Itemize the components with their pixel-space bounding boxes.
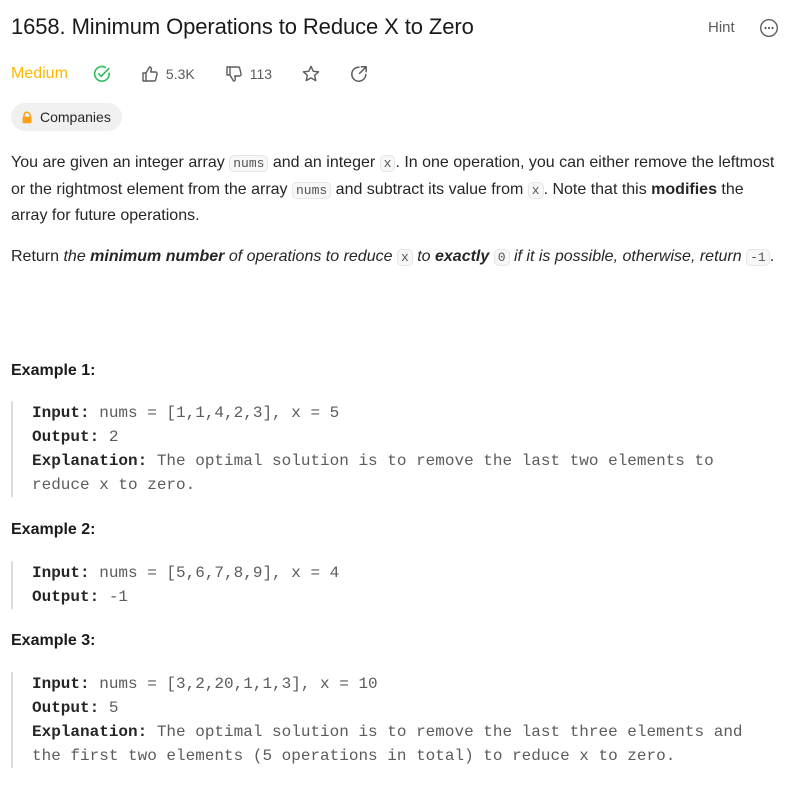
star-icon[interactable] <box>301 64 321 84</box>
dislike-button[interactable] <box>224 64 272 84</box>
inline-code: -1 <box>746 249 770 266</box>
difficulty-badge: Medium <box>11 65 68 82</box>
likes-count: 5.3K <box>165 66 195 82</box>
inline-code: x <box>528 182 544 199</box>
like-button[interactable] <box>140 64 195 84</box>
example-3-title: Example 3: <box>11 632 96 649</box>
share-icon[interactable] <box>349 64 369 84</box>
example-1-block: Input: nums = [1,1,4,2,3], x = 5 Output: 2 Explanation: The optimal solution is to remove the last two elements to reduce x to zero. <box>11 401 714 497</box>
inline-code: 0 <box>494 249 510 266</box>
lock-icon <box>21 111 33 124</box>
example-3-block: Input: nums = [3,2,20,1,1,3], x = 10 Output: 5 Explanation: The optimal solution is to remove the last three elements and the first two elements (5 operations in total) to reduce x to zero. <box>11 672 743 768</box>
inline-code: nums <box>229 155 268 172</box>
more-icon[interactable] <box>759 18 779 38</box>
check-circle-icon <box>92 64 112 84</box>
problem-meta-row <box>11 60 369 88</box>
companies-tag[interactable] <box>11 103 122 131</box>
inline-code: x <box>380 155 396 172</box>
inline-code: x <box>397 249 413 266</box>
description-paragraph-1: You are given an integer array nums and an integer x . In one operation, you can either remove the leftmost or the rightmost element from the array nums and subtract its value from x . Note that this modifies the array for future operations. <box>11 154 775 224</box>
example-1-title: Example 1: <box>11 362 96 379</box>
problem-title: 1658. Minimum Operations to Reduce X to Zero <box>11 14 474 39</box>
example-2-title: Example 2: <box>11 521 96 538</box>
description-paragraph-2: Return the minimum number of operations to reduce x to exactly 0 if it is possible, otherwise, return -1 . <box>11 248 775 265</box>
thumbs-up-icon <box>140 64 160 84</box>
thumbs-down-icon <box>224 64 244 84</box>
companies-label: Companies <box>40 109 111 125</box>
dislikes-count: 113 <box>249 66 273 82</box>
example-2-block: Input: nums = [5,6,7,8,9], x = 4 Output: -1 <box>11 561 339 609</box>
hint-button[interactable]: Hint <box>708 19 735 36</box>
inline-code: nums <box>292 182 331 199</box>
